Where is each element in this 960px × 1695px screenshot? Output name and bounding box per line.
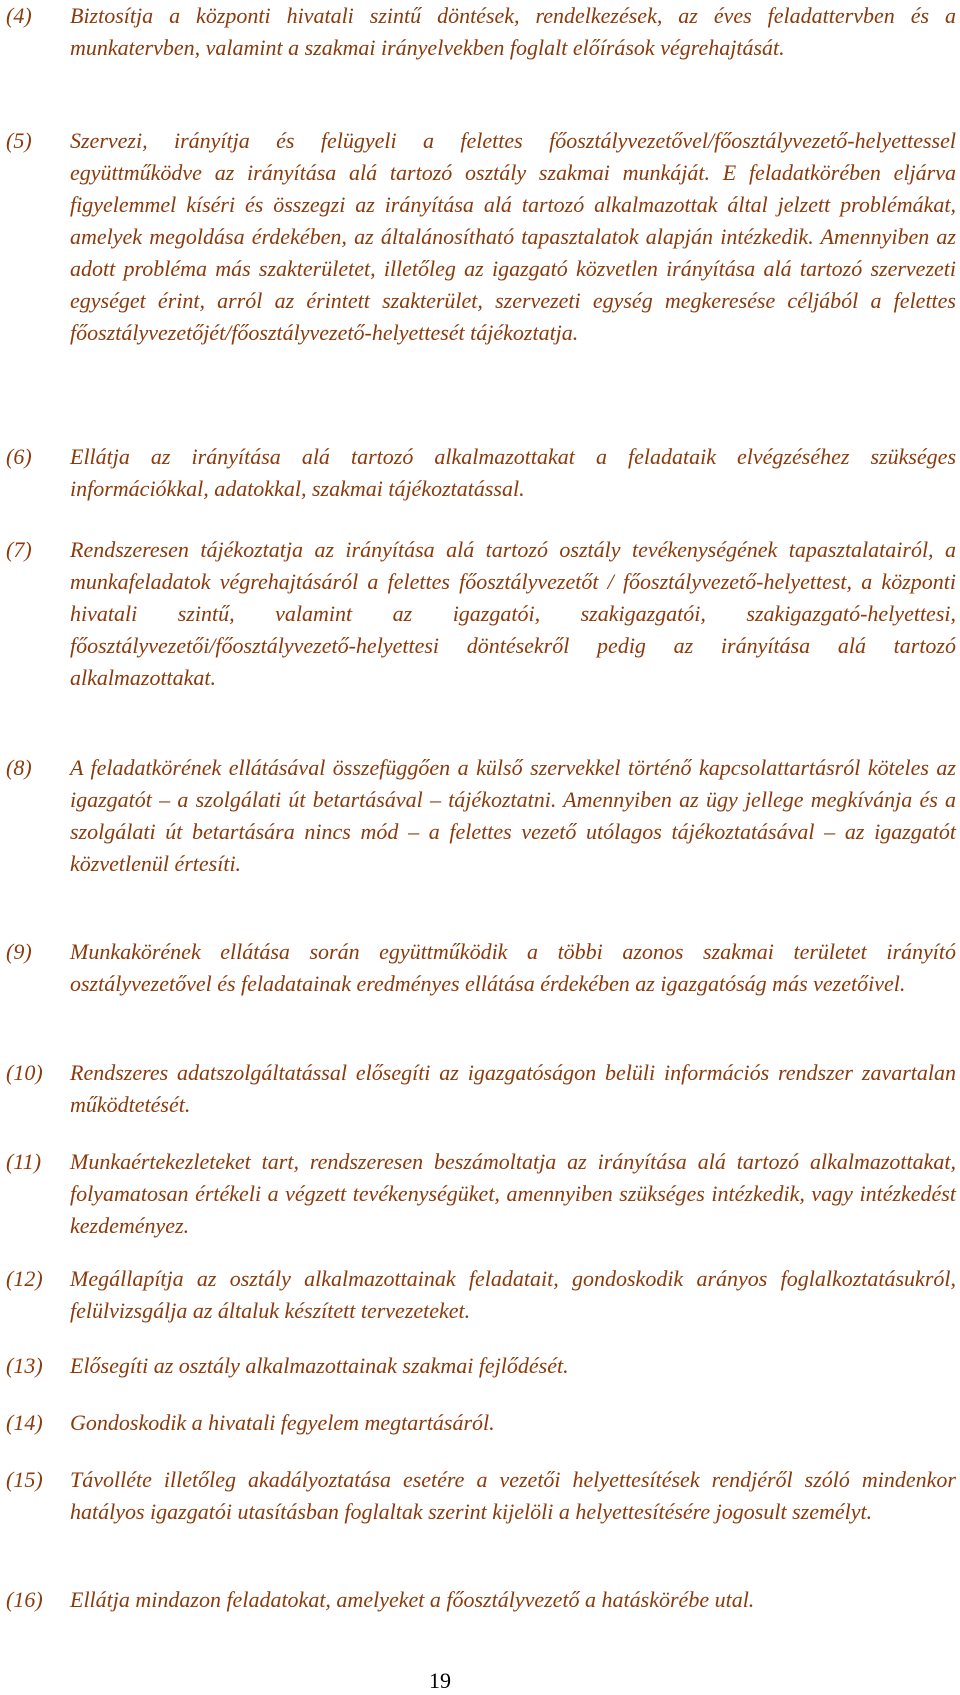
paragraph-text: Szervezi, irányítja és felügyeli a felettes főosztályvezetővel/főosztályvezető-helyettessel együttműködve az irányítása alá tartozó osztály szakmai munkáját. E feladatkörében eljárva figyelemmel kíséri és összegzi az irányítása alá tartozó alkalmazottak által jelzett problémákat, amelyek megoldása érdekében, az általánosítható tapasztalatok alapján intézkedik. Amennyiben az adott probléma más szakterületet, illetőleg az igazgató közvetlen irányítása alá tartozó szervezeti egységet érint, arról az érintett szakterület, szervezeti egység megkeresése céljából a felettes főosztályvezetőjét/főosztályvezető-helyettesét tájékoztatja. bbox=[70, 128, 956, 345]
paragraph-number: (13) bbox=[6, 1353, 43, 1378]
paragraph-number: (16) bbox=[6, 1587, 43, 1612]
paragraph-number: (10) bbox=[6, 1060, 43, 1085]
paragraph-text: Távolléte illetőleg akadályoztatása esetére a vezetői helyettesítések rendjéről szóló mindenkor hatályos igazgatói utasításban foglaltak szerint kijelöli a helyettesítésére jogosult személyt. bbox=[70, 1467, 956, 1524]
paragraph-text: Munkaértekezleteket tart, rendszeresen beszámoltatja az irányítása alá tartozó alkalmazottakat, folyamatosan értékeli a végzett tevékenységüket, amennyiben szükséges intézkedik, vagy intézkedést kezdeményez. bbox=[70, 1149, 956, 1238]
paragraph-text: Ellátja mindazon feladatokat, amelyeket a főosztályvezető a hatáskörébe utal. bbox=[70, 1587, 755, 1612]
paragraph-text: Rendszeresen tájékoztatja az irányítása alá tartozó osztály tevékenységének tapasztalatairól, a munkafeladatok végrehajtásáról a felettes főosztályvezetőt / főosztályvezető-helyettest, a központi hivatali szintű, valamint az igazgatói, szakigazgatói, szakigazgató-helyettesi, főosztályvezetői/főosztályvezető-helyettesi döntésekről pedig az irányítása alá tartozó alkalmazottakat. bbox=[70, 537, 956, 690]
paragraph-number: (12) bbox=[6, 1266, 43, 1291]
paragraph-text: Gondoskodik a hivatali fegyelem megtartásáról. bbox=[70, 1410, 495, 1435]
paragraph-text: Megállapítja az osztály alkalmazottainak feladatait, gondoskodik arányos foglalkoztatásukról, felülvizsgálja az általuk készített tervezeteket. bbox=[70, 1266, 956, 1323]
paragraph-number: (4) bbox=[6, 3, 32, 28]
paragraph-text: A feladatkörének ellátásával összefüggően a külső szervekkel történő kapcsolattartásról köteles az igazgatót – a szolgálati út betartásával – tájékoztatni. Amennyiben az ügy jellege megkívánja és a szolgálati út betartására nincs mód – a felettes vezető utólagos tájékoztatásával – az igazgatót közvetlenül értesíti. bbox=[70, 755, 956, 876]
paragraph-number: (14) bbox=[6, 1410, 43, 1435]
paragraph-number: (15) bbox=[6, 1467, 43, 1492]
paragraph-text: Biztosítja a központi hivatali szintű döntések, rendelkezések, az éves feladattervben és a munkatervben, valamint a szakmai irányelvekben foglalt előírások végrehajtását. bbox=[70, 3, 956, 60]
paragraph-number: (6) bbox=[6, 444, 32, 469]
paragraph-text: Elősegíti az osztály alkalmazottainak szakmai fejlődését. bbox=[70, 1353, 569, 1378]
paragraph-number: (9) bbox=[6, 939, 32, 964]
page-number: 19 bbox=[429, 1668, 451, 1693]
paragraph-text: Ellátja az irányítása alá tartozó alkalmazottakat a feladataik elvégzéséhez szükséges információkkal, adatokkal, szakmai tájékoztatással. bbox=[70, 444, 956, 501]
paragraph-number: (7) bbox=[6, 537, 32, 562]
paragraph-text: Rendszeres adatszolgáltatással elősegíti az igazgatóságon belüli információs rendszer zavartalan működtetését. bbox=[70, 1060, 956, 1117]
paragraph-number: (5) bbox=[6, 128, 32, 153]
paragraph-number: (8) bbox=[6, 755, 32, 780]
paragraph-text: Munkakörének ellátása során együttműködik a többi azonos szakmai területet irányító osztályvezetővel és feladatainak eredményes ellátása érdekében az igazgatóság más vezetőivel. bbox=[70, 939, 956, 996]
paragraph-number: (11) bbox=[6, 1149, 42, 1174]
